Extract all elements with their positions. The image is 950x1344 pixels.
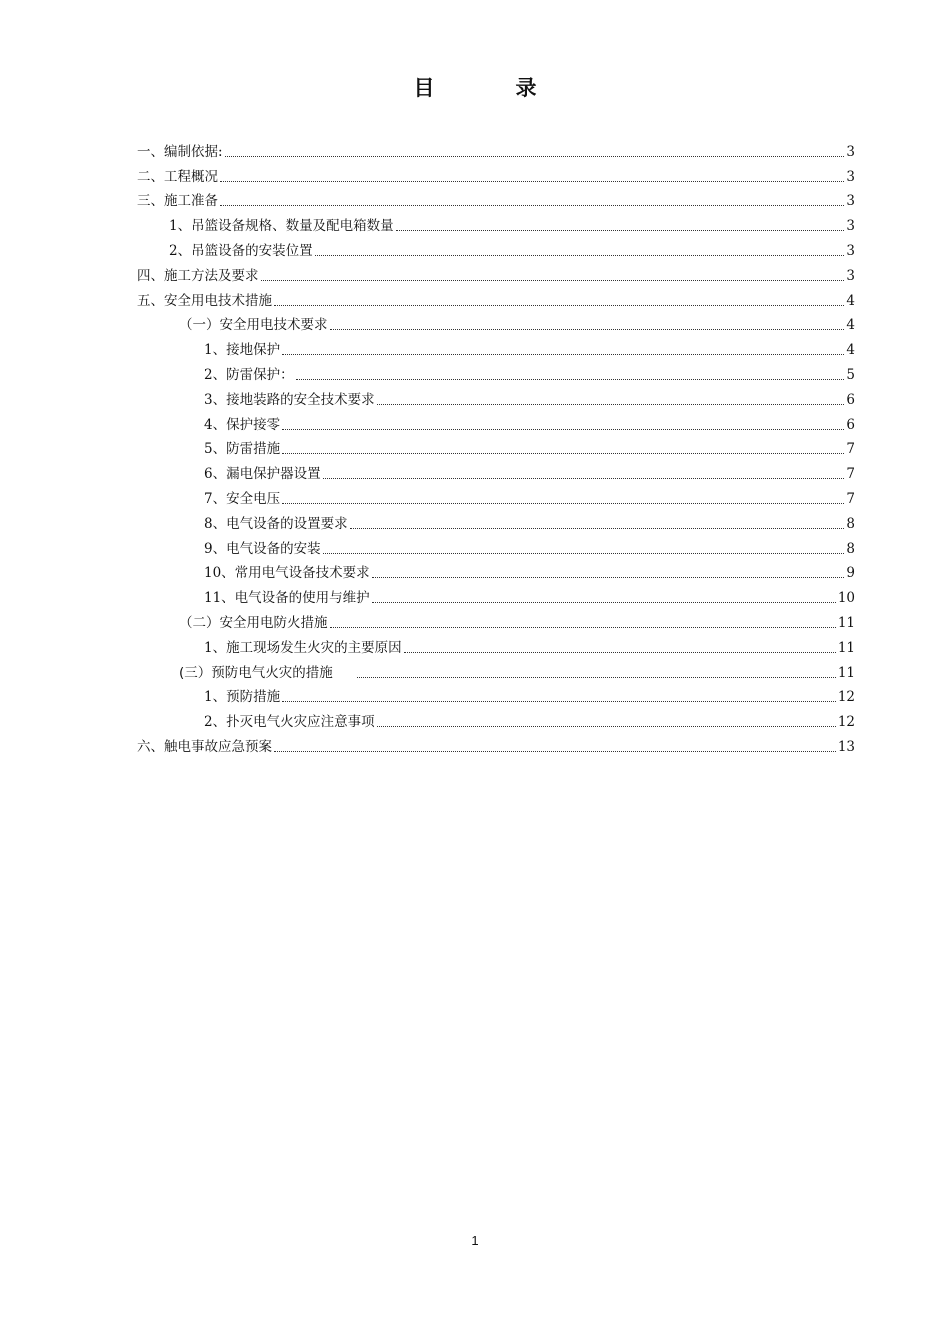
toc-entry-label: 六、触电事故应急预案	[137, 738, 272, 755]
toc-entry-page: 8	[846, 515, 855, 532]
toc-entry-page: 3	[846, 168, 855, 185]
toc-entry-label: 二、工程概况	[137, 168, 218, 185]
toc-entry-page: 11	[837, 639, 855, 656]
toc-entry-page: 11	[837, 664, 855, 681]
toc-entry	[137, 236, 855, 261]
toc-entry-label: 10、常用电气设备技术要求	[204, 565, 370, 582]
toc-entry-label: 五、安全用电技术措施	[137, 292, 272, 309]
toc-dot-leader	[220, 181, 844, 182]
toc-entry-page: 4	[846, 342, 855, 359]
toc-dot-leader	[396, 230, 845, 231]
table-of-contents	[137, 137, 855, 757]
toc-entry-page: 8	[846, 540, 855, 557]
toc-dot-leader	[282, 701, 836, 702]
toc-entry-page: 5	[846, 366, 855, 383]
toc-entry	[137, 410, 855, 435]
toc-entry-page: 7	[846, 441, 855, 458]
toc-dot-leader	[377, 726, 836, 727]
toc-dot-leader	[350, 528, 845, 529]
toc-dot-leader	[282, 453, 844, 454]
toc-entry	[137, 509, 855, 534]
toc-entry	[137, 484, 855, 509]
toc-dot-leader	[220, 205, 844, 206]
toc-entry-label: 3、接地装路的安全技术要求	[204, 391, 375, 408]
toc-title: 目 录	[413, 76, 567, 100]
toc-entry	[137, 658, 855, 683]
toc-dot-leader	[261, 280, 845, 281]
toc-entry-label: 1、吊篮设备规格、数量及配电箱数量	[169, 218, 394, 235]
toc-entry-page: 6	[846, 391, 855, 408]
toc-entry-label: 2、扑灭电气火灾应注意事项	[204, 714, 375, 731]
toc-dot-leader	[225, 156, 845, 157]
toc-entry	[137, 608, 855, 633]
toc-entry	[137, 707, 855, 732]
toc-entry-label: 11、电气设备的使用与维护	[204, 590, 370, 607]
toc-entry	[137, 559, 855, 584]
toc-entry	[137, 534, 855, 559]
toc-entry	[137, 360, 855, 385]
toc-entry-page: 3	[846, 267, 855, 284]
toc-entry-label: 1、施工现场发生火灾的主要原因	[204, 639, 402, 656]
toc-entry	[137, 732, 855, 757]
toc-dot-leader	[282, 354, 844, 355]
toc-dot-leader	[296, 379, 845, 380]
toc-dot-leader	[282, 429, 844, 430]
toc-entry-page: 12	[837, 689, 855, 706]
toc-entry-label: 四、施工方法及要求	[137, 267, 259, 284]
toc-entry	[137, 583, 855, 608]
toc-entry-page: 11	[837, 614, 855, 631]
toc-entry	[137, 435, 855, 460]
toc-dot-leader	[372, 602, 836, 603]
toc-dot-leader	[330, 627, 836, 628]
toc-entry	[137, 162, 855, 187]
toc-entry-page: 3	[846, 242, 855, 259]
toc-dot-leader	[377, 404, 845, 405]
toc-entry-label: 2、防雷保护：	[204, 366, 294, 383]
toc-entry-label: 1、接地保护	[204, 342, 281, 359]
toc-entry	[137, 459, 855, 484]
toc-entry-label: （一）安全用电技术要求	[179, 317, 328, 334]
toc-dot-leader	[323, 553, 845, 554]
toc-dot-leader	[282, 503, 844, 504]
toc-dot-leader	[323, 478, 845, 479]
toc-entry-label: (三）预防电气火灾的措施	[179, 664, 333, 681]
toc-entry-page: 7	[846, 490, 855, 507]
toc-entry-label: 一、编制依据:	[137, 143, 223, 160]
toc-dot-leader	[315, 255, 845, 256]
toc-entry-label: 1、预防措施	[204, 689, 281, 706]
toc-entry-page: 4	[846, 317, 855, 334]
toc-entry-page: 9	[846, 565, 855, 582]
toc-dot-leader	[404, 652, 836, 653]
toc-entry	[137, 137, 855, 162]
toc-dot-leader	[274, 751, 836, 752]
toc-entry	[137, 187, 855, 212]
toc-entry-label: 8、电气设备的设置要求	[204, 515, 348, 532]
toc-entry-page: 4	[846, 292, 855, 309]
toc-entry-label: 9、电气设备的安装	[204, 540, 321, 557]
toc-dot-leader	[330, 329, 845, 330]
toc-dot-leader	[357, 677, 836, 678]
toc-entry-label: 6、漏电保护器设置	[204, 466, 321, 483]
toc-entry-page: 10	[837, 590, 855, 607]
toc-entry-page: 6	[846, 416, 855, 433]
toc-entry-page: 3	[846, 193, 855, 210]
toc-entry	[137, 683, 855, 708]
toc-entry	[137, 633, 855, 658]
toc-entry-page: 3	[846, 143, 855, 160]
toc-entry	[137, 211, 855, 236]
toc-entry	[137, 311, 855, 336]
toc-entry-label: 2、吊篮设备的安装位置	[169, 242, 313, 259]
toc-entry	[137, 335, 855, 360]
toc-entry-page: 7	[846, 466, 855, 483]
toc-entry	[137, 261, 855, 286]
toc-entry-label: （二）安全用电防火措施	[179, 614, 328, 631]
toc-entry-label: 4、保护接零	[204, 416, 281, 433]
toc-dot-leader	[372, 577, 845, 578]
toc-entry-label: 5、防雷措施	[204, 441, 281, 458]
toc-entry-page: 3	[846, 218, 855, 235]
toc-entry-page: 13	[837, 738, 855, 755]
toc-entry-page: 12	[837, 714, 855, 731]
toc-dot-leader	[274, 305, 844, 306]
toc-entry	[137, 385, 855, 410]
toc-entry-label: 7、安全电压	[204, 490, 281, 507]
toc-entry-label: 三、施工准备	[137, 193, 218, 210]
toc-entry	[137, 286, 855, 311]
page-number: 1	[471, 1233, 479, 1248]
